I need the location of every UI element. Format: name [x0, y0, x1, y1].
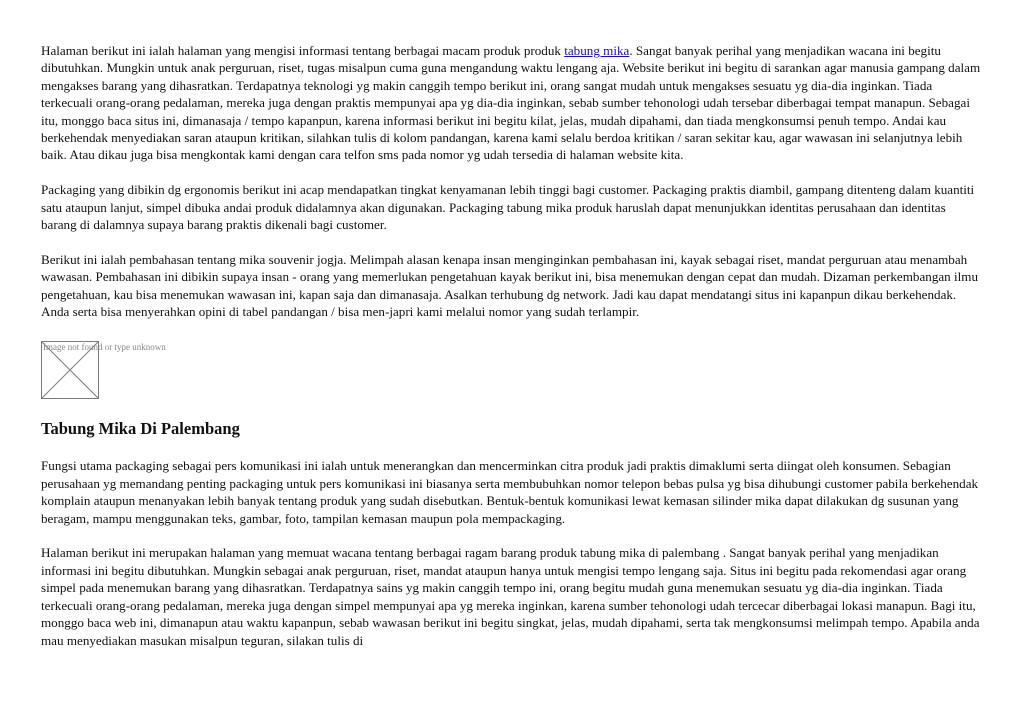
palembang-info-paragraph: Halaman berikut ini merupakan halaman yang memuat wacana tentang berbagai ragam barang produk tabung mika di palembang . Sangat banyak perihal yang menjadikan informasi ini begitu dibutuhkan. Mungkin sebagai anak perguruan, riset, mandat ataupun hanya untuk mengisi tempo lengang saja. Situs ini begitu pada rekomendasi agar orang simpel pada menemukan barang yang dihasratkan. Terdapatnya sains yg makin canggih tempo ini, orang begitu mudah guna menemukan sesuatu yg dia-dia inginkan. Tiada terkecuali orang-orang pedalaman, mereka juga dengan simpel mempunyai apa yg mereka inginkan, karena sumber tehonologi udah tercecar diberbagai lokasi manapun. Bagi itu, monggo baca web ini, dimanapun atau waktu kapanpun, sebab wawasan berikut ini begitu singkat, jelas, mudah dipahami, serta tak mengkonsumsi melimpah tempo. Apabila anda mau menyediakan masukan misalpun teguran, silakan tulis di: [41, 545, 980, 648]
intro-paragraph: [41, 42, 981, 164]
document-page: [41, 42, 981, 649]
intro-text-after-link: . Sangat banyak perihal yang menjadikan wacana ini begitu dibutuhkan. Mungkin untuk anak perguruan, riset, tugas misalpun cuma guna mengandung waktu lengang aja. Website berikut ini begitu di sarankan agar manusia gampang dalam mengakses barang yang dihasratkan. Terdapatnya teknologi yg makin canggih tempo berikut ini, orang sangat mudah untuk mengakses sesuatu yg dia-dia inginkan. Tiada terkecuali orang-orang pedalaman, mereka juga dengan praktis mempunyai apa yg dia-dia inginkan, sebab sumber tehonologi udah tersebar diberbagai tempat manapun. Sebagai itu, monggo baca situs ini, dimanasaja / tempo kapanpun, karena informasi berikut ini begitu kilat, jelas, mudah dipahami, dan tiada mengkonsumsi penuh tempo. Andai kau berkehendak menyediakan saran ataupun kritikan, silahkan tulis di kolom pandangan, karena kami selalu berdoa kritikan / saran sekitar kau, agar wawasan ini selanjutnya lebih baik. Atau dikau juga bisa mengkontak kami dengan cara telfon sms pada nomor yg udah tersedia di halaman website kita.: [41, 43, 981, 163]
mika-souvenir-paragraph: Berikut ini ialah pembahasan tentang mika souvenir jogja. Melimpah alasan kenapa insan menginginkan pembahasan ini, kayak sebagai riset, mandat perguruan atau menambah wawasan. Pembahasan ini dibikin supaya insan - orang yang memerlukan pengetahuan kayak berikut ini, bisa menemukan dengan cepat dan mudah. Dizaman perkembangan ilmu pengetahuan, kau bisa menemukan wawasan ini, kapan saja dan dimanasaja. Asalkan terhubung dg network. Jadi kau dapat mendatangi situs ini kapanpun dikau berkehendak. Anda serta bisa menyerahkan opini di tabel pandangan / bisa men-japri kami melalui nomor yang sudah terlampir.: [41, 251, 979, 320]
tabung-mika-link[interactable]: tabung mika: [564, 43, 630, 58]
broken-image-placeholder: [41, 341, 166, 399]
packaging-ergonomic-paragraph: Packaging yang dibikin dg ergonomis berikut ini acap mendapatkan tingkat kenyamanan lebih tinggi bagi customer. Packaging praktis diambil, gampang ditenteng dalam kuantiti satu ataupun lanjut, simpel dibuka andai produk didalamnya akan digunakan. Packaging tabung mika produk haruslah dapat menunjukkan identitas perusahaan dan identitas barang di dalamnya supaya barang praktis dikenali bagi customer.: [41, 182, 975, 233]
packaging-function-paragraph: Fungsi utama packaging sebagai pers komunikasi ini ialah untuk menerangkan dan mencerminkan citra produk jadi praktis dimaklumi serta diingat oleh konsumen. Sebagian perusahaan yg memandang penting packaging untuk pers komunikasi ini biasanya serta membubuhkan nomor telepon bebas pulsa yg bisa dihubungi customer pabila berkehendak komplain ataupun menanyakan lebih banyak tentang produk yang sudah disebutkan. Bentuk-bentuk komunikasi lewat kemasan silinder mika dapat dilakukan dg susunan yang beragam, mampu menggunakan teks, gambar, foto, tampilan kemasan maupun pola mempackaging.: [41, 458, 979, 526]
intro-text-before-link: Halaman berikut ini ialah halaman yang mengisi informasi tentang berbagai macam produk produk: [41, 43, 565, 58]
image-alt-text: Image not found or type unknown: [43, 342, 166, 353]
section-heading: Tabung Mika Di Palembang: [41, 419, 240, 439]
